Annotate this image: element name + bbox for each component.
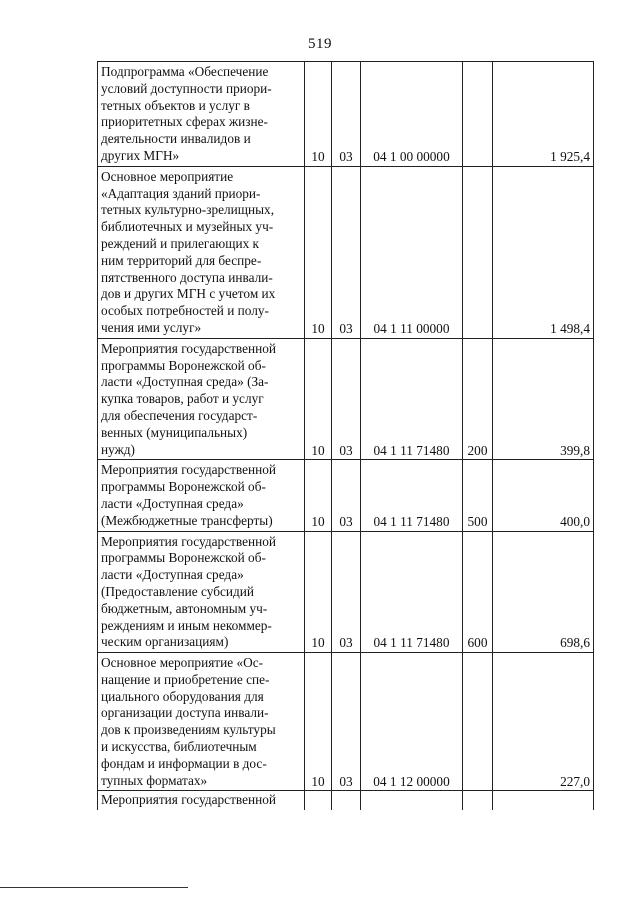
program-name-cell [98,338,305,460]
expense-type-cell: 200 [463,338,493,460]
program-name-line: программы Воронежской об- [101,550,266,566]
section-code-cell [305,791,332,810]
section-code-cell: 10 [305,460,332,531]
program-name-line: ним территорий для беспре- [101,252,262,268]
table-row [98,460,594,531]
program-name-line: для обеспечения государст- [101,407,258,423]
program-name-cell [98,166,305,338]
subsection-code-cell: 03 [332,62,361,167]
expense-type-cell: 600 [463,531,493,653]
program-name-line: и искусства, библиотечным [101,739,257,755]
target-article-cell: 04 1 11 71480 [361,460,463,531]
target-article-cell: 04 1 11 71480 [361,531,463,653]
table-row [98,531,594,653]
program-name-line: циального оборудования для [101,688,264,704]
program-name-line: пятственного доступа инвали- [101,269,273,285]
section-code-cell: 10 [305,531,332,653]
amount-cell: 1 498,4 [493,166,594,338]
page-number: 519 [308,36,332,52]
program-name-line: деятельности инвалидов и [101,131,251,147]
program-name-line: ласти «Доступная среда» [101,495,244,511]
program-name-line: дов к произведениям культуры [101,722,276,738]
program-name-line: бюджетным, автономным уч- [101,600,268,616]
program-name-line: программы Воронежской об- [101,357,266,373]
amount-cell: 1 925,4 [493,62,594,167]
table-row [98,62,594,167]
program-name-cell [98,460,305,531]
program-name-line: венных (муниципальных) [101,424,248,440]
target-article-cell [361,791,463,810]
program-name-line: Основное мероприятие «Ос- [101,655,264,671]
program-name-line: организации доступа инвали- [101,705,269,721]
section-code-cell: 10 [305,62,332,167]
program-name-line: тупных форматах» [101,772,208,788]
program-name-line: программы Воронежской об- [101,479,266,495]
program-name-line: чения ими услуг» [101,319,202,335]
subsection-code-cell: 03 [332,166,361,338]
program-name-cell [98,531,305,653]
program-name-line: ческим организациям) [101,634,229,650]
expense-type-cell [463,166,493,338]
program-name-line: Мероприятия государственной [101,340,276,356]
section-code-cell: 10 [305,338,332,460]
expense-type-cell [463,653,493,791]
amount-cell [493,791,594,810]
program-name-line: ласти «Доступная среда» [101,567,244,583]
program-name-line: (Межбюджетные трансферты) [101,512,273,528]
program-name-line: библиотечных и музейных уч- [101,219,274,235]
subsection-code-cell [332,791,361,810]
program-name-line: фондам и информации в дос- [101,755,267,771]
program-name-line: (Предоставление субсидий [101,583,255,599]
footnote-rule [0,887,188,888]
amount-cell: 400,0 [493,460,594,531]
expense-type-cell [463,791,493,810]
program-name-line: других МГН» [101,147,180,163]
program-name-line: Мероприятия государственной [101,533,276,549]
program-name-line: купка товаров, работ и услуг [101,391,264,407]
table-row [98,653,594,791]
table-row [98,166,594,338]
program-name-line: дов и других МГН с учетом их [101,286,276,302]
section-code-cell: 10 [305,653,332,791]
program-name-line: реждениям и иным некоммер- [101,617,272,633]
target-article-cell: 04 1 00 00000 [361,62,463,167]
program-name-line: Подпрограмма «Обеспечение [101,64,269,79]
target-article-cell: 04 1 11 71480 [361,338,463,460]
program-name-line: ласти «Доступная среда» (За- [101,374,269,390]
target-article-cell: 04 1 11 00000 [361,166,463,338]
program-name-line: реждений и прилегающих к [101,235,260,251]
program-name-line: приоритетных сферах жизне- [101,114,268,130]
program-name-line: условий доступности приори- [101,80,272,96]
program-name-cell: Мероприятия государственной [98,791,305,810]
program-name-line: тетных объектов и услуг в [101,97,250,113]
table-row-continued [98,791,594,810]
amount-cell: 399,8 [493,338,594,460]
expense-type-cell: 500 [463,460,493,531]
subsection-code-cell: 03 [332,460,361,531]
program-name-line: особых потребностей и полу- [101,303,269,319]
program-name-line: «Адаптация зданий приори- [101,185,261,201]
target-article-cell: 04 1 12 00000 [361,653,463,791]
program-name-line: тетных культурно-зрелищных, [101,202,275,218]
program-name-line: Основное мероприятие [101,168,234,184]
program-name-line: нащение и приобретение спе- [101,671,270,687]
table-row [98,338,594,460]
program-name-cell [98,653,305,791]
program-name-cell [98,62,305,167]
subsection-code-cell: 03 [332,531,361,653]
program-name-line: Мероприятия государственной [101,462,276,478]
expense-type-cell [463,62,493,167]
subsection-code-cell: 03 [332,338,361,460]
amount-cell: 227,0 [493,653,594,791]
amount-cell: 698,6 [493,531,594,653]
program-name-line: нужд) [101,441,135,457]
section-code-cell: 10 [305,166,332,338]
subsection-code-cell: 03 [332,653,361,791]
table-body [98,62,594,811]
budget-table [97,61,594,810]
